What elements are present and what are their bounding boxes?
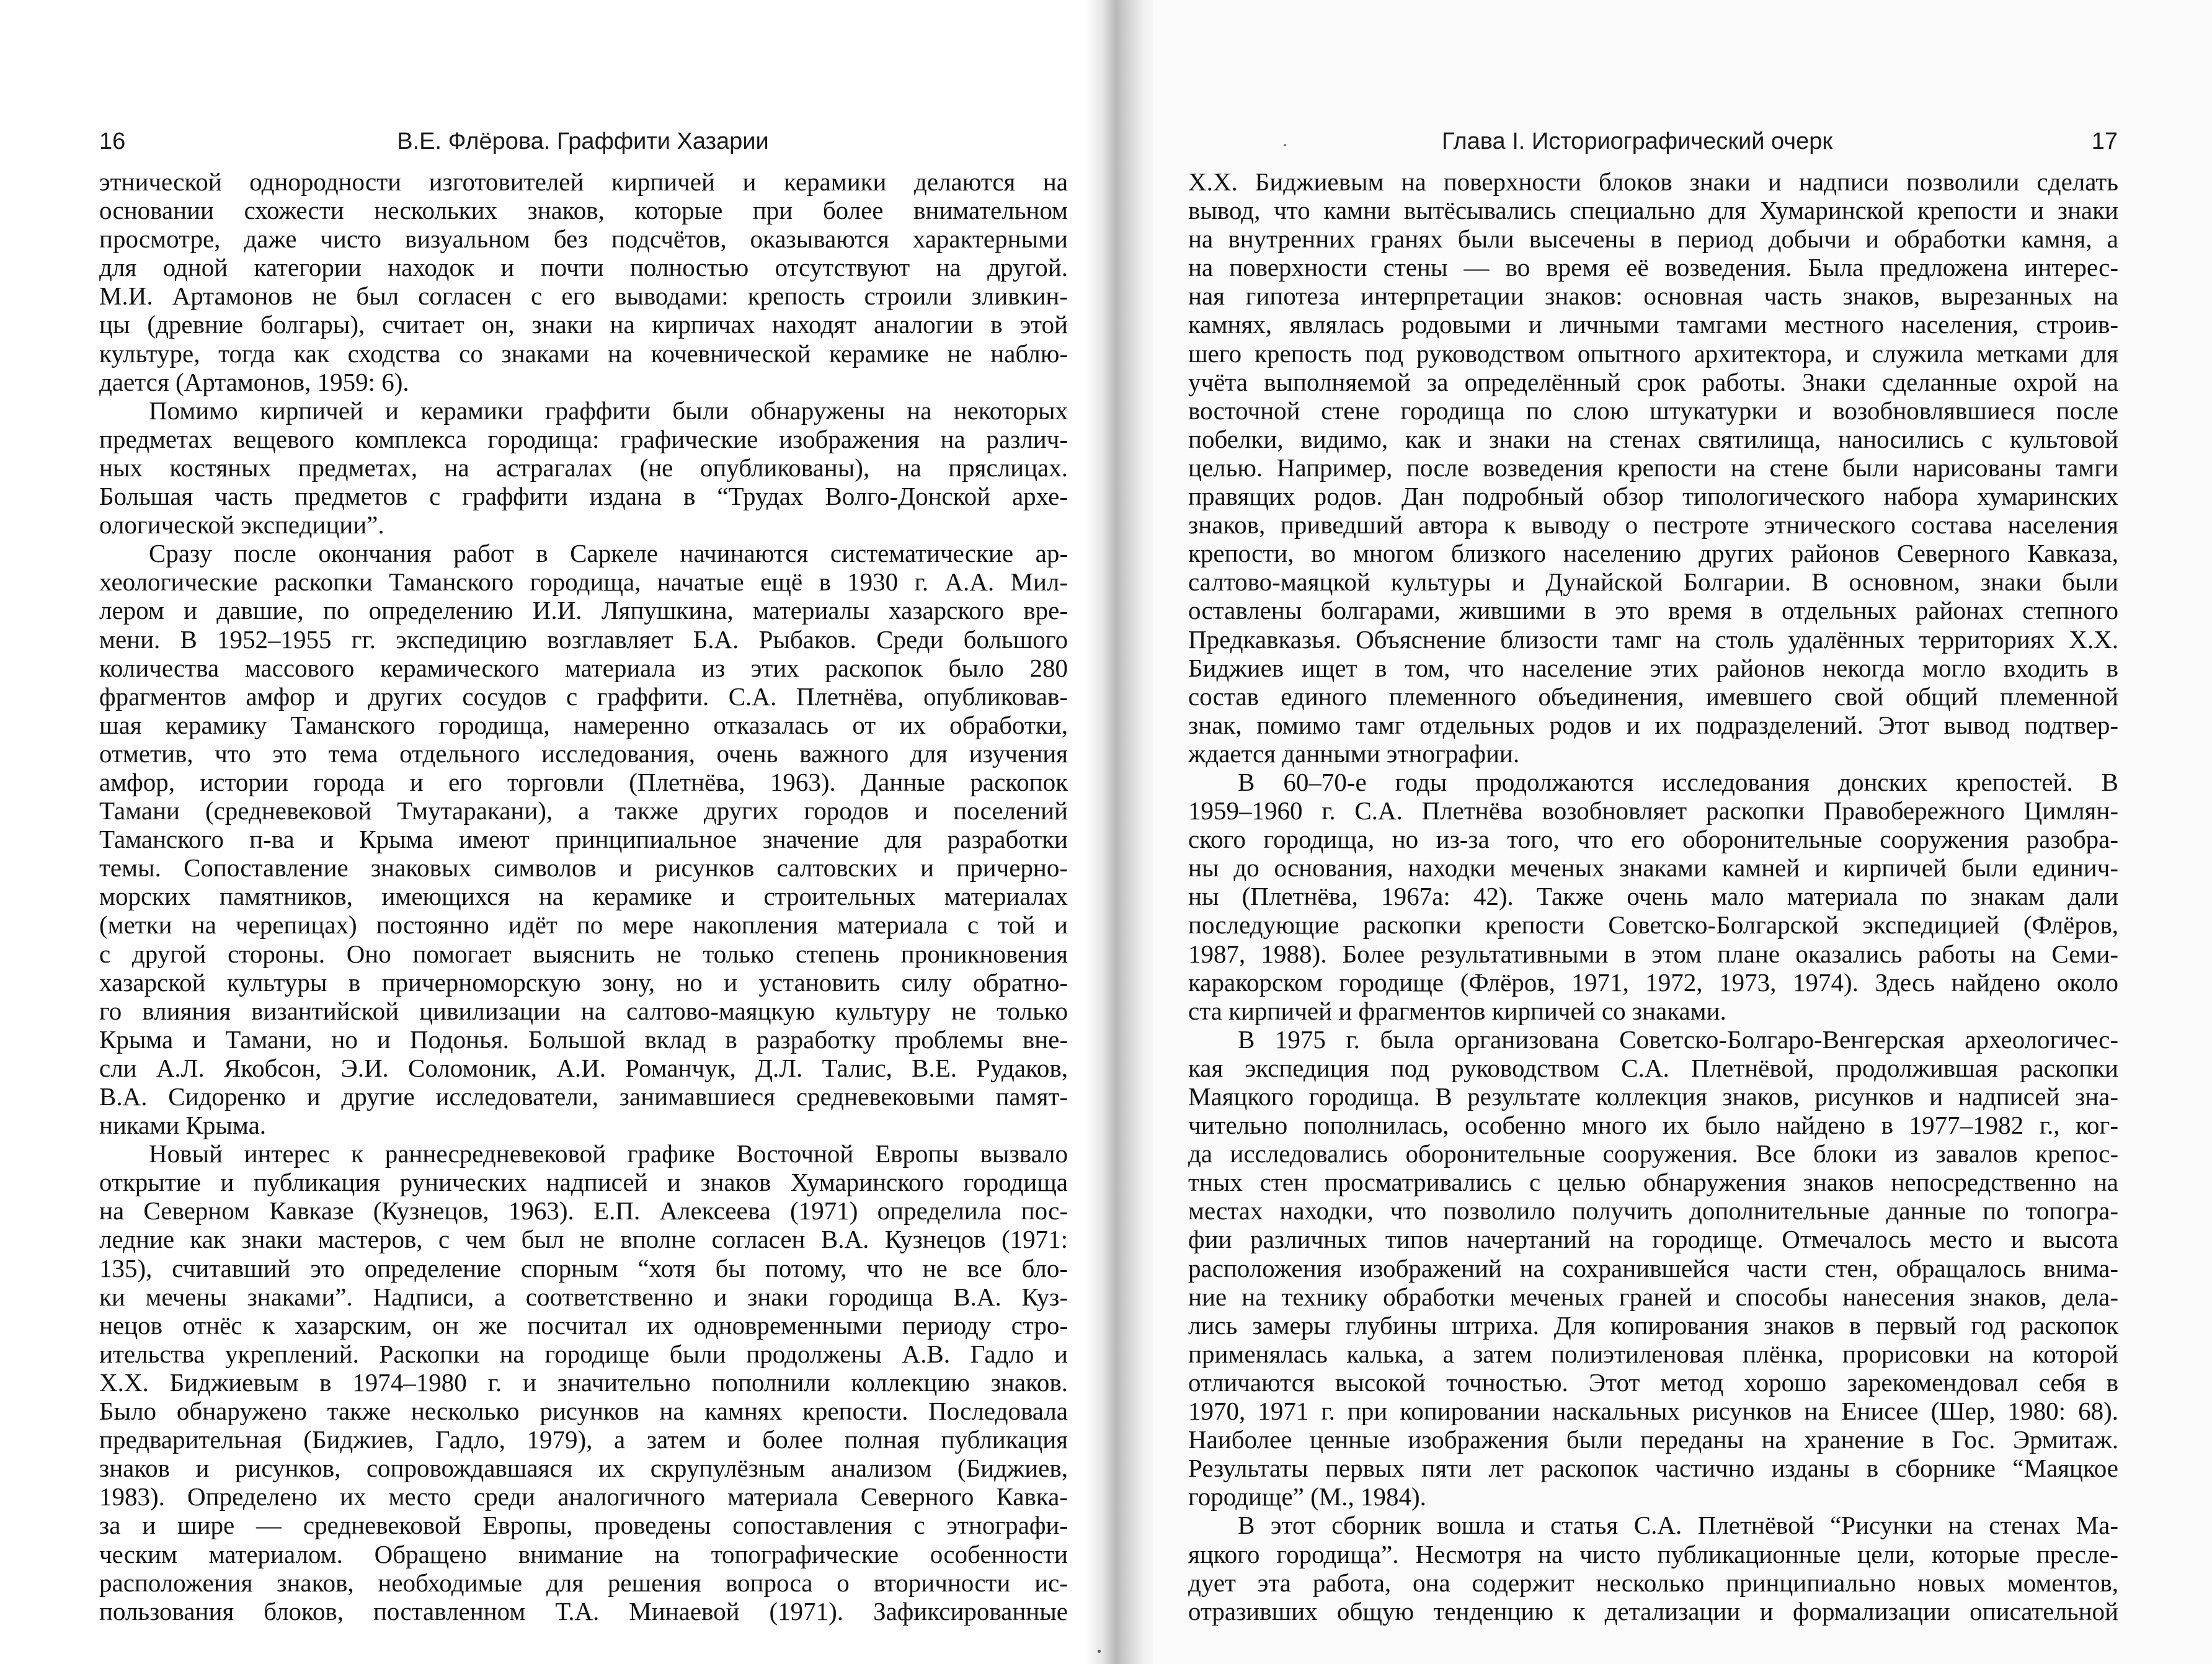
text-line: Биджиев ищет в том, что население этих районов некогда могло входить в	[1188, 653, 2118, 682]
right-page-body	[1188, 167, 2118, 1626]
text-line: шая керамику Таманского городища, намеренно отказалась от их обработки,	[99, 710, 1068, 739]
text-line: 135), считавший это определение спорным “хотя бы потому, что не все бло-	[99, 1253, 1068, 1283]
text-line: Новый интерес к раннесредневековой графике Восточной Европы вызвало	[149, 1139, 1068, 1168]
text-line: дается (Артамонов, 1959: 6).	[99, 367, 409, 396]
text-line: Сразу после окончания работ в Саркеле начинаются систематические ар-	[149, 539, 1068, 568]
text-line: Большая часть предметов с граффити издана в “Трудах Волго-Донской архе-	[99, 482, 1068, 511]
text-line: мени. В 1952–1955 гг. экспедицию возглавляет Б.А. Рыбаков. Среди большого	[99, 625, 1068, 654]
text-line: (метки на черепицах) постоянно идёт по мере накопления материала с той и	[99, 910, 1068, 940]
text-line: отметив, что это тема отдельного исследования, очень важного для изучения	[99, 739, 1068, 768]
text-line: знаков, приведший автора к выводу о пестроте этнического состава населения	[1188, 510, 2118, 540]
text-line: Предкавказья. Объяснение близости тамг на столь удалённых территориях Х.Х.	[1188, 625, 2118, 654]
text-line: этнической однородности изготовителей кирпичей и керамики делаются на	[99, 167, 1068, 196]
text-line: шего крепость под руководством опытного архитектора, и служила метками для	[1188, 339, 2118, 368]
paragraph	[1188, 1025, 2118, 1511]
text-line: хазарской культуры в причерноморскую зону, но и установить силу обратно-	[99, 968, 1068, 997]
text-line: Х.Х. Биджиевым на поверхности блоков знаки и надписи позволили сделать	[1188, 167, 2118, 196]
paragraph	[99, 1139, 1068, 1626]
text-line: да исследовались оборонительные сооружения. Все блоки из завалов крепос-	[1188, 1139, 2118, 1168]
text-line: чительно пополнилась, особенно много их было найдено в 1977–1982 г., ког-	[1188, 1111, 2118, 1140]
text-line: Х.Х. Биджиевым в 1974–1980 г. и значительно пополнили коллекцию знаков.	[99, 1368, 1068, 1397]
running-head-left: В.Е. Флёрова. Граффити Хазарии	[397, 128, 769, 154]
text-line: Помимо кирпичей и керамики граффити были обнаружены на некоторых	[149, 396, 1068, 425]
text-line: яцкого городища”. Несмотря на чисто публикационные цели, которые пресле-	[1188, 1539, 2118, 1568]
text-line: предметах вещевого комплекса городища: графические изображения на различ-	[99, 424, 1068, 453]
text-line: на внутренних гранях были высечены в период добычи и обработки камня, а	[1188, 225, 2118, 254]
text-line: цы (древние болгары), считает он, знаки на кирпичах находят аналогии в этой	[99, 310, 1068, 339]
text-line: 1970, 1971 г. при копировании наскальных рисунков на Енисее (Шер, 1980: 68).	[1188, 1397, 2118, 1426]
text-line: лись замеры глубины штриха. Для копирования знаков в первый год раскопок	[1188, 1310, 2118, 1340]
text-line: знаков и рисунков, сопровождавшаяся их скрупулёзным анализом (Биджиев,	[99, 1454, 1068, 1483]
text-line: хеологические раскопки Таманского городища, начатые ещё в 1930 г. А.А. Мил-	[99, 567, 1068, 597]
text-line: Маяцкого городища. В результате коллекция знаков, рисунков и надписей зна-	[1188, 1082, 2118, 1111]
text-line: ждается данными этнографии.	[1188, 739, 1520, 768]
scan-speck	[1098, 1650, 1101, 1653]
page-number-right: 17	[2091, 128, 2118, 154]
text-line: ная гипотеза интерпретации знаков: основная часть знаков, вырезанных на	[1188, 282, 2118, 311]
text-line: ны (Плетнёва, 1967а: 42). Также очень мало материала по знакам дали	[1188, 882, 2118, 911]
text-line: местах находки, что позволило получить дополнительные данные по топогра-	[1188, 1196, 2118, 1226]
text-line: В этот сборник вошла и статья С.А. Плетнёвой “Рисунки на стенах Ма-	[1238, 1511, 2118, 1540]
text-line: с другой стороны. Оно помогает выяснить не только степень проникновения	[99, 939, 1068, 968]
book-gutter-shadow	[1085, 0, 1153, 1664]
left-page-body	[99, 167, 1068, 1626]
text-line: Было обнаружено также несколько рисунков на камнях крепости. Последовала	[99, 1397, 1068, 1426]
text-line: для одной категории находок и почти полностью отсутствуют на другой.	[99, 253, 1068, 282]
paragraph	[1188, 167, 2118, 768]
text-line: 1959–1960 г. С.А. Плетнёва возобновляет раскопки Правобережного Цимлян-	[1188, 796, 2118, 825]
text-line: вывод, что камни вытёсывались специально для Хумаринской крепости и знаки	[1188, 196, 2118, 225]
text-line: сли А.Л. Якобсон, Э.И. Соломоник, А.И. Романчук, Д.Л. Талис, В.Е. Рудаков,	[99, 1053, 1068, 1082]
text-line: учёта выполняемой за определённый срок работы. Знаки сделанные охрой на	[1188, 367, 2118, 396]
text-line: кая экспедиция под руководством С.А. Плетнёвой, продолжившая раскопки	[1188, 1053, 2118, 1082]
text-line: предварительная (Биджиев, Гадло, 1979), а затем и более полная публикация	[99, 1425, 1068, 1454]
text-line: М.И. Артамонов не был согласен с его выводами: крепость строили зливкин-	[99, 282, 1068, 311]
text-line: последующие раскопки крепости Советско-Болгарской экспедицией (Флёров,	[1188, 910, 2118, 940]
text-line: на поверхности стены — во время её возведения. Была предложена интерес-	[1188, 253, 2118, 282]
text-line: ительства укреплений. Раскопки на городище были продолжены А.В. Гадло и	[99, 1339, 1068, 1368]
text-line: открытие и публикация рунических надписей и знаков Хумаринского городища	[99, 1168, 1068, 1197]
text-line: знак, помимо тамг отдельных родов и их подразделений. Этот вывод подтвер-	[1188, 710, 2118, 739]
text-line: крепости, во многом близкого населению других районов Северного Кавказа,	[1188, 539, 2118, 568]
text-line: пользования блоков, поставленном Т.А. Минаевой (1971). Зафиксированные	[99, 1596, 1068, 1626]
text-line: Крыма и Тамани, но и Подонья. Большой вклад в разработку проблемы вне-	[99, 1025, 1068, 1054]
text-line: камнях, являлась родовыми и личными тамгами местного населения, строив-	[1188, 310, 2118, 339]
paragraph	[1188, 768, 2118, 1025]
text-line: ки мечены знаками”. Надписи, а соответственно и знаки городища В.А. Куз-	[99, 1282, 1068, 1311]
text-line: темы. Сопоставление знаковых символов и рисунков салтовских и причерно-	[99, 853, 1068, 883]
text-line: целью. Например, после возведения крепости на стене были нарисованы тамги	[1188, 453, 2118, 482]
text-line: просмотре, даже чисто визуальном без подсчётов, оказываются характерными	[99, 225, 1068, 254]
text-line: применялась калька, а затем полиэтиленовая плёнка, прорисовки на которой	[1188, 1339, 2118, 1368]
text-line: В 1975 г. была организована Советско-Болгаро-Венгерская археологичес-	[1238, 1025, 2118, 1054]
text-line: нецов отнёс к хазарским, он же посчитал их одновременными периоду стро-	[99, 1310, 1068, 1340]
text-line: состав единого племенного объединения, имевшего свой общий племенной	[1188, 682, 2118, 711]
text-line: тных стен просматривались с целью обнаружения знаков непосредственно на	[1188, 1168, 2118, 1197]
text-line: В 60–70-е годы продолжаются исследования донских крепостей. В	[1238, 767, 2118, 796]
paragraph	[99, 396, 1068, 539]
text-line: основании схожести нескольких знаков, которые при более внимательном	[99, 196, 1068, 225]
text-line: морских памятников, имеющихся на керамике и строительных материалах	[99, 882, 1068, 911]
paragraph	[1188, 1511, 2118, 1625]
text-line: В.А. Сидоренко и другие исследователи, занимавшиеся средневековыми памят-	[99, 1082, 1068, 1111]
text-line: Наиболее ценные изображения были переданы на хранение в Гос. Эрмитаж.	[1188, 1425, 2118, 1454]
text-line: ных костяных предметах, на астрагалах (не опубликованы), на пряслицах.	[99, 453, 1068, 482]
text-line: Тамани (средневековой Тмутаракани), а также других городов и поселений	[99, 796, 1068, 825]
text-line: городище” (М., 1984).	[1188, 1482, 1426, 1511]
text-line: фрагментов амфор и других сосудов с граффити. С.А. Плетнёва, опубликовав-	[99, 682, 1068, 711]
text-line: Результаты первых пяти лет раскопок частично изданы в сборнике “Маяцкое	[1188, 1454, 2118, 1483]
text-line: салтово-маяцкой культуры и Дунайской Болгарии. В основном, знаки были	[1188, 567, 2118, 597]
text-line: дует эта работа, она содержит несколько принципиально новых моментов,	[1188, 1568, 2118, 1597]
running-head-right: Глава I. Историографический очерк	[1442, 128, 1832, 154]
text-line: культуре, тогда как сходства со знаками на кочевнической керамике не наблю-	[99, 339, 1068, 368]
text-line: за и шире — средневековой Европы, проведены сопоставления с этнографи-	[99, 1511, 1068, 1540]
text-line: лером и давшие, по определению И.И. Ляпушкина, материалы хазарского вре-	[99, 596, 1068, 625]
text-line: отразивших общую тенденцию к детализации и формализации описательной	[1188, 1596, 2118, 1626]
text-line: никами Крыма.	[99, 1111, 267, 1140]
text-line: ческим материалом. Обращено внимание на топографические особенности	[99, 1539, 1068, 1568]
paragraph	[99, 539, 1068, 1139]
text-line: амфор, истории города и его торговли (Плетнёва, 1963). Данные раскопок	[99, 767, 1068, 796]
text-line: расположения знаков, необходимые для решения вопроса о вторичности ис-	[99, 1568, 1068, 1597]
text-line: количества массового керамического материала из этих раскопок было 280	[99, 653, 1068, 682]
paragraph	[99, 167, 1068, 396]
text-line: оставлены болгарами, жившими в это время в отдельных районах степного	[1188, 596, 2118, 625]
text-line: на Северном Кавказе (Кузнецов, 1963). Е.П. Алексеева (1971) определила пос-	[99, 1196, 1068, 1226]
text-line: 1987, 1988). Более результативными в этом плане оказались работы на Семи-	[1188, 939, 2118, 968]
text-line: ние на технику обработки меченых граней и способы нанесения знаков, дела-	[1188, 1282, 2118, 1311]
text-line: ледние как знаки мастеров, с чем был не вполне согласен В.А. Кузнецов (1971:	[99, 1225, 1068, 1254]
text-line: отличаются высокой точностью. Этот метод хорошо зарекомендовал себя в	[1188, 1368, 2118, 1397]
text-line: фии различных типов начертаний на городище. Отмечалось место и высота	[1188, 1225, 2118, 1254]
text-line: ского городища, но из-за того, что его оборонительные сооружения разобра-	[1188, 825, 2118, 854]
scan-speck	[1284, 144, 1286, 146]
text-line: ологической экспедиции”.	[99, 510, 384, 540]
text-line: ны до основания, находки меченых знаками камней и кирпичей были единич-	[1188, 853, 2118, 883]
text-line: расположения изображений на сохранившейся части стен, обращалось внима-	[1188, 1253, 2118, 1283]
text-line: Таманского п-ва и Крыма имеют принципиальное значение для разработки	[99, 825, 1068, 854]
page-number-left: 16	[99, 128, 126, 154]
text-line: побелки, видимо, как и знаки на стенах святилища, наносились с культовой	[1188, 424, 2118, 453]
text-line: ста кирпичей и фрагментов кирпичей со знаками.	[1188, 996, 1726, 1025]
text-line: го влияния византийской цивилизации на салтово-маяцкую культуру не только	[99, 996, 1068, 1025]
text-line: 1983). Определено их место среди аналогичного материала Северного Кавка-	[99, 1482, 1068, 1511]
text-line: правящих родов. Дан подробный обзор типологического набора хумаринских	[1188, 482, 2118, 511]
text-line: каракорском городище (Флёров, 1971, 1972, 1973, 1974). Здесь найдено около	[1188, 968, 2118, 997]
text-line: восточной стене городища по слою штукатурки и возобновлявшиеся после	[1188, 396, 2118, 425]
